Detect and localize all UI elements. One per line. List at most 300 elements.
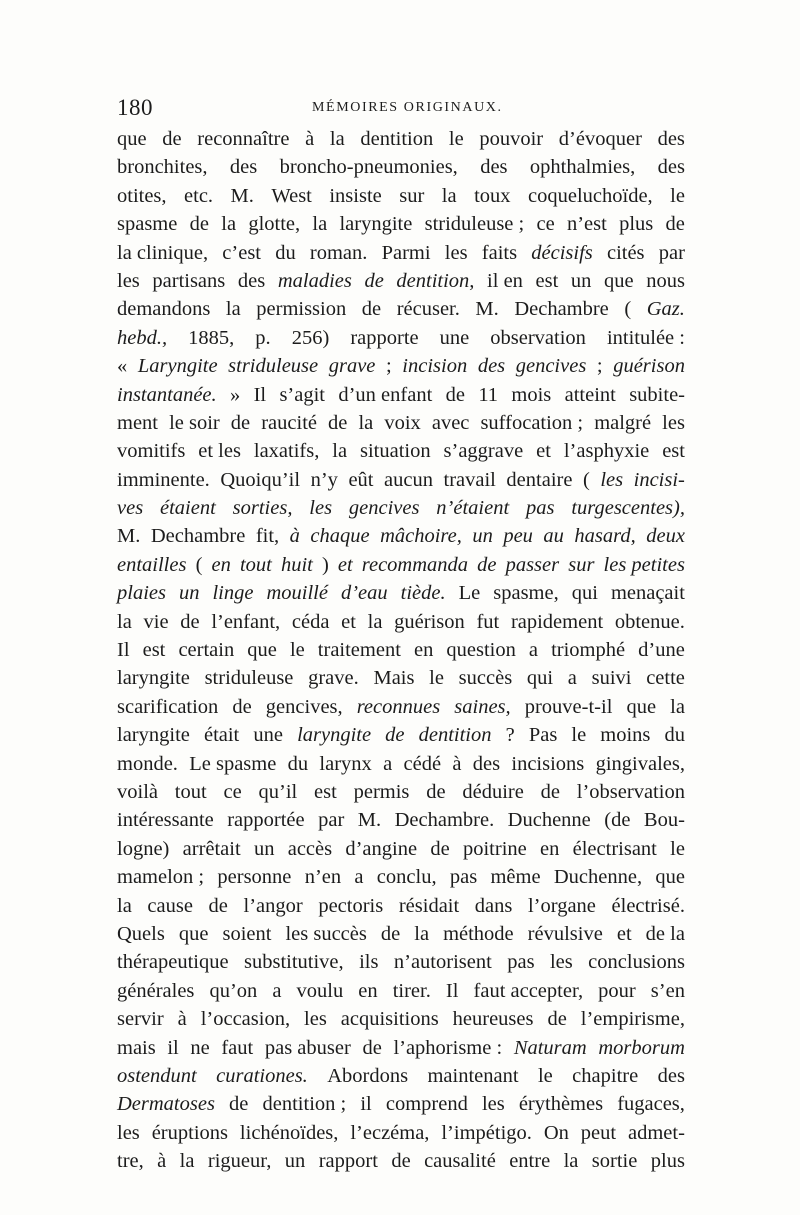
word: travail <box>443 468 496 491</box>
word: triomphé <box>551 639 626 662</box>
word: la <box>179 1150 195 1173</box>
word: du <box>275 241 296 264</box>
word: de la <box>645 922 685 945</box>
word: monde. <box>117 752 178 775</box>
italic-word: curationes. <box>216 1064 308 1087</box>
word: l’aphorisme : <box>393 1036 503 1059</box>
italic-word: sur <box>568 553 595 576</box>
word: prouve-t-il <box>524 695 613 718</box>
text-line <box>117 295 685 323</box>
word: intéressante <box>117 809 214 832</box>
word: ils <box>359 951 379 974</box>
word: des <box>657 156 685 179</box>
italic-word: Dermatoses <box>117 1093 215 1116</box>
word: tout <box>174 780 207 803</box>
word: le <box>537 1064 553 1087</box>
italic-word: maladies <box>277 269 352 292</box>
word: récuser. <box>396 298 460 321</box>
word: déduire <box>462 780 524 803</box>
italic-word: les <box>309 497 333 520</box>
word: comprend <box>385 1093 468 1116</box>
text-line <box>117 1062 685 1090</box>
word: l’organe <box>527 894 596 917</box>
word: arrêtait <box>182 837 241 860</box>
word: vomitifs <box>117 440 186 463</box>
word: conclusions <box>588 951 685 974</box>
word: s’aggrave <box>443 440 524 463</box>
word: n’est <box>566 213 607 236</box>
word: les <box>662 411 685 434</box>
page-number: 180 <box>117 95 153 120</box>
word: subite- <box>629 383 685 406</box>
word: que <box>626 695 657 718</box>
text-line <box>117 948 685 976</box>
italic-word: chaque <box>310 525 370 548</box>
word: s’en <box>650 979 685 1002</box>
word: des <box>472 752 501 775</box>
word: la <box>329 128 345 150</box>
italic-word: passer <box>505 553 560 576</box>
word: a <box>383 752 393 775</box>
word: la <box>563 1150 579 1173</box>
word: intitulée : <box>606 326 685 349</box>
word: striduleuse <box>204 667 294 690</box>
word: sur <box>399 184 425 207</box>
word: qui <box>526 667 554 690</box>
italic-word: deux <box>646 525 685 548</box>
italic-word: pas <box>526 497 555 520</box>
word: la <box>441 184 457 207</box>
word: et <box>536 440 551 463</box>
word: l’eczéma, <box>350 1121 430 1144</box>
text-line <box>117 466 685 494</box>
italic-word: instantanée. <box>117 383 217 406</box>
word: admet- <box>628 1121 685 1144</box>
word: ) <box>321 553 329 576</box>
italic-word: Laryngite <box>137 355 218 378</box>
word: était <box>203 724 240 747</box>
italic-word: Naturam <box>513 1036 587 1059</box>
italic-word: striduleuse <box>228 355 319 378</box>
word: c’est <box>222 241 261 264</box>
word: Le <box>458 582 481 605</box>
word: il <box>167 1036 179 1059</box>
word: plus <box>650 1150 685 1173</box>
word: l’asphyxie <box>563 440 650 463</box>
word: incisions <box>511 752 585 775</box>
text-line <box>117 210 685 238</box>
word: rapport <box>318 1150 378 1173</box>
word: le <box>670 837 685 860</box>
word: la <box>367 610 383 633</box>
word: ce <box>223 780 242 803</box>
italic-word: dentition <box>418 724 492 747</box>
italic-word: de <box>385 724 405 747</box>
word: Le spasme <box>189 752 277 775</box>
word: Parmi <box>381 241 431 264</box>
word: Dechambre <box>514 298 609 321</box>
word: nous <box>646 269 685 292</box>
word: dentition ; <box>262 1093 347 1116</box>
text-line <box>117 1119 685 1147</box>
word: entre <box>509 1150 551 1173</box>
italic-word: les petites <box>603 553 685 576</box>
word: les <box>549 951 573 974</box>
word: guérison <box>394 610 465 633</box>
word: personne <box>217 866 292 889</box>
word: conclu, <box>376 866 437 889</box>
word: chapitre <box>572 1064 639 1087</box>
page-header <box>117 95 685 127</box>
italic-word: morborum <box>598 1036 685 1059</box>
word: « <box>117 355 128 378</box>
text-line <box>117 806 685 834</box>
word: ment <box>117 411 158 434</box>
word: céda <box>291 610 330 633</box>
body-text <box>117 125 685 1175</box>
word: Duchenne <box>507 809 591 832</box>
word: à <box>305 128 315 150</box>
italic-word: mouillé <box>266 582 328 605</box>
word: les <box>304 1008 327 1031</box>
word: par <box>658 241 685 264</box>
word: des <box>657 128 685 150</box>
word: faut <box>221 1036 254 1059</box>
word: des <box>657 1064 685 1087</box>
word: 256) <box>291 326 330 349</box>
word: fugaces, <box>617 1093 685 1116</box>
word: rapidement <box>510 610 604 633</box>
word: mois <box>511 383 552 406</box>
italic-word: entailles <box>117 553 187 576</box>
word: que <box>604 269 634 292</box>
italic-word: laryngite <box>297 724 372 747</box>
word: broncho-pneumonies, <box>279 156 458 179</box>
italic-word: mâchoire, <box>380 525 462 548</box>
word: Il <box>253 383 267 406</box>
word: permission <box>256 298 347 321</box>
word: obtenue. <box>614 610 685 633</box>
text-line <box>117 579 685 607</box>
word: que <box>655 866 685 889</box>
word: ( <box>195 553 203 576</box>
word: fit, <box>255 525 280 548</box>
word: électrisé. <box>611 894 685 917</box>
word: qu’il <box>258 780 298 803</box>
word: poitrine <box>462 837 527 860</box>
word: de <box>391 1150 411 1173</box>
word: de <box>426 780 446 803</box>
italic-word: étaient <box>160 497 216 520</box>
word: laryngite <box>117 724 190 747</box>
word: de <box>230 411 251 434</box>
word: otites, <box>117 184 167 207</box>
word: générales <box>117 979 195 1002</box>
word: la <box>670 695 685 718</box>
word: de <box>232 695 252 718</box>
word: la clinique, <box>117 241 209 264</box>
word: ne <box>190 1036 210 1059</box>
word: certain <box>178 639 235 662</box>
italic-word: huit <box>280 553 313 576</box>
word: ; <box>596 355 603 378</box>
word: d’évoquer <box>558 128 642 150</box>
word: qui <box>571 582 598 605</box>
word: ophthalmies, <box>529 156 636 179</box>
word: voulu <box>296 979 344 1002</box>
word: les succès <box>285 922 367 945</box>
word: le <box>289 639 305 662</box>
text-line <box>117 892 685 920</box>
word: et les <box>198 440 241 463</box>
word: et <box>341 610 356 633</box>
word: Quoiqu’il <box>220 468 301 491</box>
word: larynx <box>319 752 372 775</box>
word: l’impétigo. <box>441 1121 532 1144</box>
word: heureuses <box>452 1008 534 1031</box>
italic-word: et <box>337 553 353 576</box>
word: a <box>272 979 282 1002</box>
word: voilà <box>117 780 158 803</box>
word: de <box>361 298 382 321</box>
word: que <box>247 639 277 662</box>
word: gingivales, <box>595 752 685 775</box>
italic-word: tout <box>239 553 272 576</box>
word: de <box>208 894 228 917</box>
word: un <box>284 1150 306 1173</box>
text-line <box>117 324 685 352</box>
word: West <box>271 184 312 207</box>
word: raucité <box>261 411 317 434</box>
italic-word: de <box>477 553 497 576</box>
word: glotte, <box>248 213 301 236</box>
italic-word: incision <box>402 355 468 378</box>
word: spasme <box>117 213 178 236</box>
italic-word: de <box>364 269 384 292</box>
word: la <box>358 411 374 434</box>
word: de <box>229 1093 249 1116</box>
word: M. <box>357 809 382 832</box>
text-line <box>117 437 685 465</box>
word: la <box>221 213 237 236</box>
word: permis <box>353 780 410 803</box>
text-line <box>117 1005 685 1033</box>
text-line <box>117 239 685 267</box>
italic-word: plaies <box>117 582 166 605</box>
italic-word: les <box>600 468 624 491</box>
text-line <box>117 1090 685 1118</box>
text-line <box>117 494 685 522</box>
word: M. <box>117 525 141 548</box>
word: l’empirisme, <box>580 1008 685 1031</box>
text-line <box>117 920 685 948</box>
word: malgré <box>594 411 652 434</box>
word: atteint <box>564 383 616 406</box>
word: fut <box>476 610 500 633</box>
word: substitutive, <box>243 951 344 974</box>
word: l’observation <box>576 780 685 803</box>
italic-word: des <box>477 355 506 378</box>
word: traitement <box>317 639 401 662</box>
word: de <box>540 780 560 803</box>
word: faut accepter, <box>473 979 584 1002</box>
word: pour <box>598 979 636 1002</box>
word: acquisitions <box>340 1008 439 1031</box>
word: causalité <box>424 1150 496 1173</box>
word: des <box>237 269 266 292</box>
word: mamelon ; <box>117 866 205 889</box>
word: s’agit <box>279 383 325 406</box>
word: électrisant <box>572 837 657 860</box>
word: des <box>480 156 508 179</box>
word: est <box>314 780 337 803</box>
word: suivi <box>591 667 632 690</box>
word: en <box>540 837 560 860</box>
word: laxatifs, <box>253 440 320 463</box>
word: insiste <box>329 184 382 207</box>
word: rapportée <box>227 809 305 832</box>
word: (de <box>604 809 631 832</box>
word: est <box>142 639 166 662</box>
italic-word: d’eau <box>340 582 388 605</box>
word: faits <box>481 241 518 264</box>
word: par <box>318 809 345 832</box>
italic-word: un <box>472 525 493 548</box>
text-line <box>117 835 685 863</box>
word: suffocation ; <box>480 411 584 434</box>
word: striduleuse ; <box>424 213 525 236</box>
word: Dechambre. <box>394 809 495 832</box>
word: voix <box>384 411 421 434</box>
word: aucun <box>384 468 433 491</box>
text-line <box>117 153 685 181</box>
word: reconnaître <box>197 128 290 150</box>
word: érythèmes <box>518 1093 604 1116</box>
word: partisans <box>152 269 226 292</box>
word: Abordons <box>327 1064 409 1087</box>
italic-word: n’étaient <box>436 497 510 520</box>
word: moins <box>600 724 651 747</box>
word: pas abuser <box>264 1036 351 1059</box>
italic-word: guérison <box>613 355 685 378</box>
italic-word: gencives <box>515 355 587 378</box>
word: eût <box>348 468 374 491</box>
word: menaçait <box>610 582 685 605</box>
word: les <box>444 241 468 264</box>
text-line <box>117 977 685 1005</box>
word: 1885, <box>188 326 235 349</box>
word: cette <box>646 667 685 690</box>
word: 11 <box>478 383 499 406</box>
word: d’une <box>638 639 685 662</box>
word: de <box>430 837 450 860</box>
word: le <box>448 128 464 150</box>
word: il en <box>487 269 523 292</box>
word: la <box>225 298 241 321</box>
word: cause <box>147 894 193 917</box>
word: pas <box>449 866 478 889</box>
word: des <box>229 156 258 179</box>
word: demandons <box>117 298 211 321</box>
text-line <box>117 1147 685 1175</box>
word: laryngite <box>339 213 413 236</box>
word: de <box>162 128 182 150</box>
running-title: MÉMOIRES ORIGINAUX. <box>312 100 503 115</box>
word: thérapeutique <box>117 951 229 974</box>
italic-word: grave <box>328 355 376 378</box>
word: observation <box>490 326 586 349</box>
word: même <box>490 866 541 889</box>
italic-word: sorties, <box>232 497 293 520</box>
italic-word: Gaz. <box>646 298 685 321</box>
word: Mais <box>373 667 415 690</box>
word: gencives, <box>265 695 343 718</box>
word: M. <box>475 298 499 321</box>
word: pouvoir <box>479 128 544 150</box>
word: de <box>362 1036 382 1059</box>
word: de <box>665 213 685 236</box>
word: soient <box>222 922 272 945</box>
word: en <box>413 639 434 662</box>
italic-word: linge <box>212 582 254 605</box>
word: bronchites, <box>117 156 208 179</box>
word: vie <box>143 610 169 633</box>
word: un <box>570 269 592 292</box>
word: n’y <box>310 468 338 491</box>
word: a <box>567 667 577 690</box>
word: a <box>528 639 539 662</box>
word: la <box>117 610 132 633</box>
word: à <box>177 1008 187 1031</box>
word: dans <box>474 894 513 917</box>
text-line <box>117 409 685 437</box>
word: la <box>332 440 348 463</box>
word: le <box>571 724 587 747</box>
word: toux <box>474 184 511 207</box>
word: situation <box>360 440 431 463</box>
text-line <box>117 1034 685 1062</box>
word: a <box>354 866 364 889</box>
word: une <box>439 326 470 349</box>
text-line <box>117 863 685 891</box>
word: la <box>312 213 328 236</box>
word: rapporte <box>350 326 419 349</box>
word: un <box>253 837 275 860</box>
word: le soir <box>169 411 220 434</box>
word: ( <box>624 298 632 321</box>
word: dentaire <box>506 468 573 491</box>
text-line <box>117 551 685 579</box>
word: que <box>178 922 209 945</box>
word: roman. <box>309 241 368 264</box>
word: lichénoïdes, <box>239 1121 339 1144</box>
text-line <box>117 636 685 664</box>
text-line <box>117 664 685 692</box>
text-line <box>117 721 685 749</box>
italic-word: peu <box>503 525 533 548</box>
text-line <box>117 267 685 295</box>
italic-word: reconnues <box>356 695 441 718</box>
word: de <box>445 383 465 406</box>
word: Pas <box>528 724 558 747</box>
text-line <box>117 750 685 778</box>
word: peut <box>580 1121 617 1144</box>
word: avec <box>431 411 470 434</box>
word: mais <box>117 1036 156 1059</box>
text-line <box>117 778 685 806</box>
word: n’autorisent <box>393 951 492 974</box>
word: coqueluchoïde, <box>528 184 653 207</box>
